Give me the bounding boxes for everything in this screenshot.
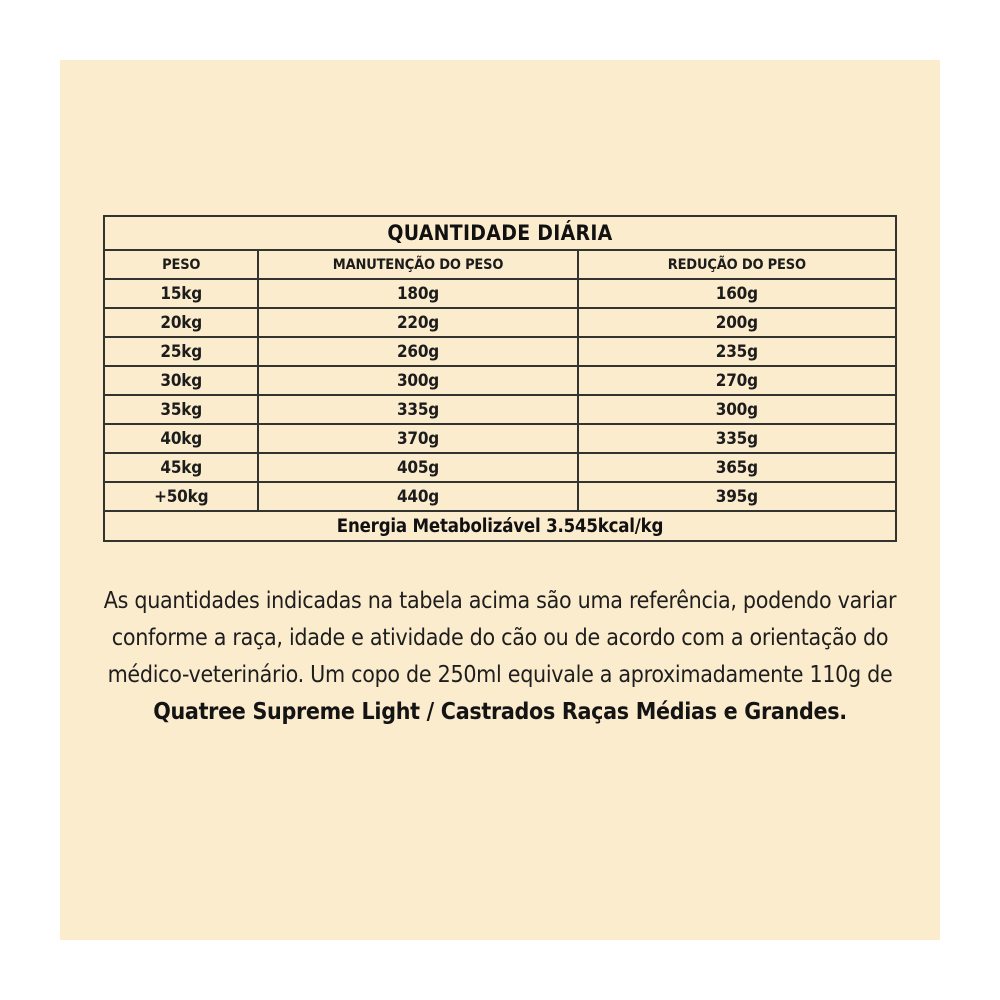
table-cell: 35kg xyxy=(104,395,258,424)
table-cell: +50kg xyxy=(104,482,258,511)
table-cell: 235g xyxy=(578,337,896,366)
table-header-row xyxy=(104,250,896,279)
table-title: QUANTIDADE DIÁRIA xyxy=(104,216,896,250)
table-cell: 405g xyxy=(258,453,577,482)
table-cell: 200g xyxy=(578,308,896,337)
table-cell: 180g xyxy=(258,279,577,308)
table-cell: 300g xyxy=(578,395,896,424)
table-cell: 20kg xyxy=(104,308,258,337)
table-cell: 300g xyxy=(258,366,577,395)
label-panel xyxy=(60,60,940,940)
table-cell: 440g xyxy=(258,482,577,511)
table-cell: 25kg xyxy=(104,337,258,366)
table-cell: 15kg xyxy=(104,279,258,308)
table-row xyxy=(104,424,896,453)
table-cell: 370g xyxy=(258,424,577,453)
table-row xyxy=(104,482,896,511)
table-cell: 260g xyxy=(258,337,577,366)
table-cell: 30kg xyxy=(104,366,258,395)
column-header-peso: PESO xyxy=(104,250,258,279)
table-cell: 365g xyxy=(578,453,896,482)
note-text: As quantidades indicadas na tabela acima são uma referência, podendo variar conforme a raça, idade e atividade do cão ou de acordo com a orientação do médico-veterinário. Um copo de 250ml equivale a aproximadamente 110g de xyxy=(103,588,897,688)
table-footer-energy: Energia Metabolizável 3.545kcal/kg xyxy=(104,511,896,541)
table-row xyxy=(104,308,896,337)
column-header-reducao: REDUÇÃO DO PESO xyxy=(578,250,896,279)
table-title-row xyxy=(104,216,896,250)
table-cell: 45kg xyxy=(104,453,258,482)
table-cell: 335g xyxy=(258,395,577,424)
table-row xyxy=(104,453,896,482)
feeding-note xyxy=(85,583,915,731)
feeding-table xyxy=(103,215,897,542)
table-cell: 160g xyxy=(578,279,896,308)
table-row xyxy=(104,279,896,308)
table-cell: 270g xyxy=(578,366,896,395)
note-product-name: Quatree Supreme Light / Castrados Raças Médias e Grandes. xyxy=(153,699,847,725)
table-row xyxy=(104,337,896,366)
table-cell: 220g xyxy=(258,308,577,337)
table-footer-row xyxy=(104,511,896,541)
table-cell: 40kg xyxy=(104,424,258,453)
table-row xyxy=(104,395,896,424)
table-body xyxy=(104,279,896,511)
table-row xyxy=(104,366,896,395)
column-header-manutencao: MANUTENÇÃO DO PESO xyxy=(258,250,577,279)
table-cell: 395g xyxy=(578,482,896,511)
table-cell: 335g xyxy=(578,424,896,453)
